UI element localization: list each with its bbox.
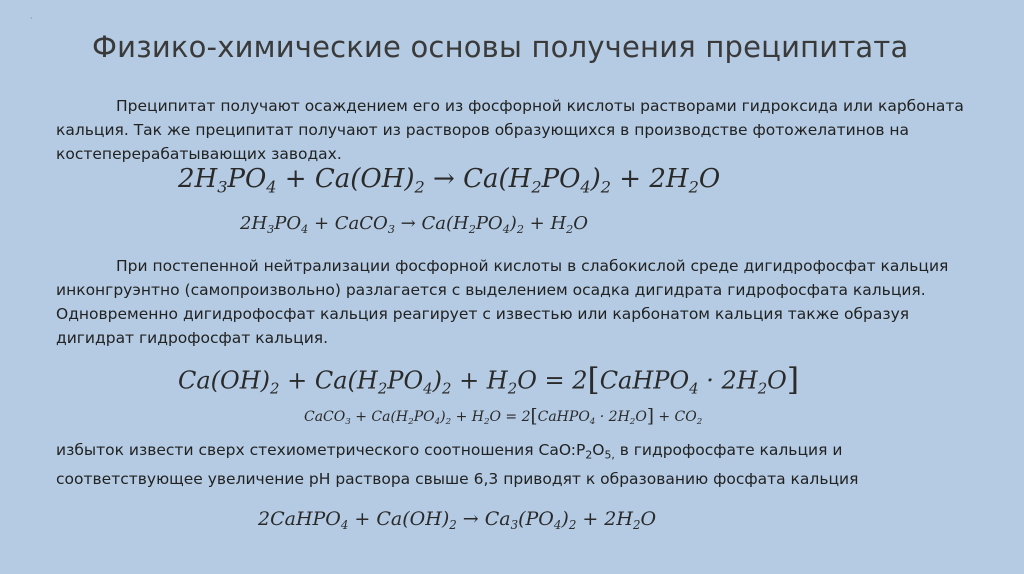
corner-mark: · (30, 14, 33, 23)
equation-2: $2H_3PO_4$ + CaCO$_3$ → $Ca(H_2PO_4)_2 + H_2O$ (240, 213, 589, 236)
paragraph-intro (56, 94, 976, 166)
slide-title: Физико-химические основы получения преципитата (92, 30, 909, 64)
equation-3: $Ca(OH)_2 + Ca(H_2PO_4)_2 + H_2O$ = 2[CaHPO$_4$ · $2H_2O$] (178, 362, 800, 398)
paragraph-neutralization-text: При постепенной нейтрализации фосфорной кислоты в слабокислой среде дигидрофосфат кальция инконгруэнтно (самопроизвольно) разлагается с выделением осадка дигидрата гидрофосфата кальция. Одновременно дигидрофосфат кальция реагирует с известью или карбонатом кальция также образуя дигидрат гидрофосфат кальция. (56, 257, 949, 347)
equation-4: CaCO$_3$ + $Ca(H_2PO_4)_2 + H_2O$ = 2[CaHPO$_4$ · $2H_2O] + CO_2$ (304, 406, 703, 428)
paragraph-intro-text: Преципитат получают осаждением его из фосфорной кислоты растворами гидроксида или карбоната кальция. Так же преципитат получают из растворов образующихся в производстве фотожелатинов на костеперерабатывающих заводах. (56, 97, 964, 163)
equation-5: 2CaHPO$_4$ + $Ca(OH)_2 \to Ca_3(PO_4)_2 + 2H_2O$ (258, 508, 657, 533)
paragraph-neutralization (56, 254, 976, 350)
equation-1: $2H_3PO_4 + Ca(OH)_2 \to Ca(H_2PO_4)_2 + 2H_2O$ (178, 164, 721, 197)
paragraph-excess-lime: избыток извести сверх стехиометрического соотношения $CaO:P_2O_{5,}$ в гидрофосфате кальция и соответствующее увеличение pH раствора свыше 6,3 приводят к образованию фосфата кальция (56, 441, 859, 489)
